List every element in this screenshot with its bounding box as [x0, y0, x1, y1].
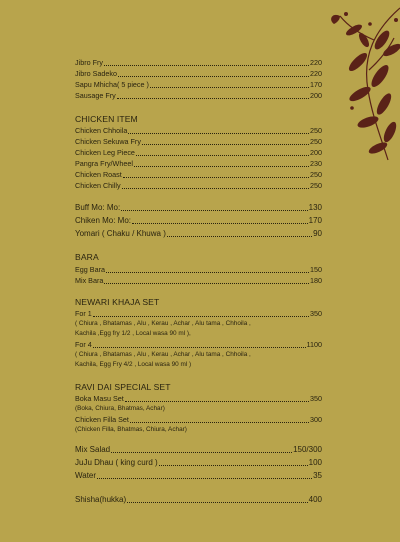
menu-item [75, 309, 322, 318]
menu-item [75, 58, 322, 67]
item-price: 220 [310, 58, 322, 67]
item-name: Buff Mo: Mo: [75, 203, 121, 212]
item-price: 100 [308, 458, 322, 467]
menu-item [75, 471, 322, 480]
section-heading-bara: BARA [75, 252, 99, 262]
menu-item [75, 203, 322, 212]
item-name: JuJu Dhau ( king curd ) [75, 458, 158, 467]
section-heading-ravi-dai: RAVI DAI SPECIAL SET [75, 382, 171, 392]
item-price: 200 [310, 148, 322, 157]
item-price: 300 [310, 415, 322, 424]
menu-item [75, 445, 322, 454]
item-price: 200 [310, 91, 322, 100]
item-price: 150 [310, 265, 322, 274]
menu-item [75, 394, 322, 403]
item-name: Chicken Leg Piece [75, 148, 135, 157]
item-price: 400 [308, 495, 322, 504]
item-note: ( Chiura , Bhatamas , Alu , Kerau , Achar , Alu tama , Chhoila , [75, 320, 251, 327]
item-name: Chicken Filla Set [75, 415, 129, 424]
menu-item [75, 458, 322, 467]
item-name: Chicken Roast [75, 170, 122, 179]
item-name: Chicken Chilly [75, 181, 121, 190]
menu-item [75, 69, 322, 78]
menu-item [75, 126, 322, 135]
item-price: 170 [308, 216, 322, 225]
item-name: For 1 [75, 309, 92, 318]
item-price: 230 [310, 159, 322, 168]
menu-item [75, 229, 322, 238]
item-note: (Boka, Chiura, Bhatmas, Achar) [75, 405, 165, 412]
item-price: 35 [313, 471, 322, 480]
item-note: Kachila ,Egg fry 1/2 , Local wasa 90 ml ), [75, 330, 191, 337]
menu-item [75, 276, 322, 285]
menu-item [75, 495, 322, 504]
item-name: Mix Bara [75, 276, 104, 285]
section-heading-newari: NEWARI KHAJA SET [75, 297, 160, 307]
item-price: 170 [310, 80, 322, 89]
item-note: ( Chiura , Bhatamas , Alu , Kerau , Achar , Alu tama , Chhoila , [75, 351, 251, 358]
item-name: Jibro Fry [75, 58, 103, 67]
menu-item [75, 216, 322, 225]
menu-item [75, 415, 322, 424]
item-price: 350 [310, 394, 322, 403]
item-name: Boka Masu Set [75, 394, 124, 403]
menu-item [75, 181, 322, 190]
item-name: For 4 [75, 340, 92, 349]
item-price: 180 [310, 276, 322, 285]
item-name: Water [75, 471, 97, 480]
item-price: 90 [313, 229, 322, 238]
menu-item [75, 91, 322, 100]
item-price: 1100 [306, 340, 322, 349]
item-price: 130 [308, 203, 322, 212]
menu-item [75, 159, 322, 168]
section-heading-chicken: CHICKEN ITEM [75, 114, 138, 124]
item-name: Chiken Mo: Mo: [75, 216, 132, 225]
item-name: Yomari ( Chaku / Khuwa ) [75, 229, 166, 238]
item-name: Mix Salad [75, 445, 111, 454]
item-name: Pangra Fry/Wheel [75, 159, 133, 168]
menu-item [75, 265, 322, 274]
item-name: Shisha(hukka) [75, 495, 127, 504]
menu-item [75, 170, 322, 179]
item-price: 250 [310, 126, 322, 135]
item-note: Kachila, Egg Fry 4/2 , Local wasa 90 ml ) [75, 361, 192, 368]
item-price: 350 [310, 309, 322, 318]
item-name: Jibro Sadeko [75, 69, 117, 78]
item-price: 250 [310, 170, 322, 179]
item-price: 250 [310, 137, 322, 146]
menu-item [75, 148, 322, 157]
item-price: 150/300 [293, 445, 322, 454]
item-price: 250 [310, 181, 322, 190]
item-name: Sausage Fry [75, 91, 116, 100]
item-price: 220 [310, 69, 322, 78]
item-note: (Chicken Filla, Bhatmas, Chiura, Achar) [75, 426, 187, 433]
item-name: Chicken Chhoila [75, 126, 128, 135]
menu-item [75, 80, 322, 89]
item-name: Egg Bara [75, 265, 105, 274]
menu-item [75, 137, 322, 146]
menu-item [75, 340, 322, 349]
item-name: Sapu Mhicha( 5 piece ) [75, 80, 149, 89]
item-name: Chicken Sekuwa Fry [75, 137, 141, 146]
